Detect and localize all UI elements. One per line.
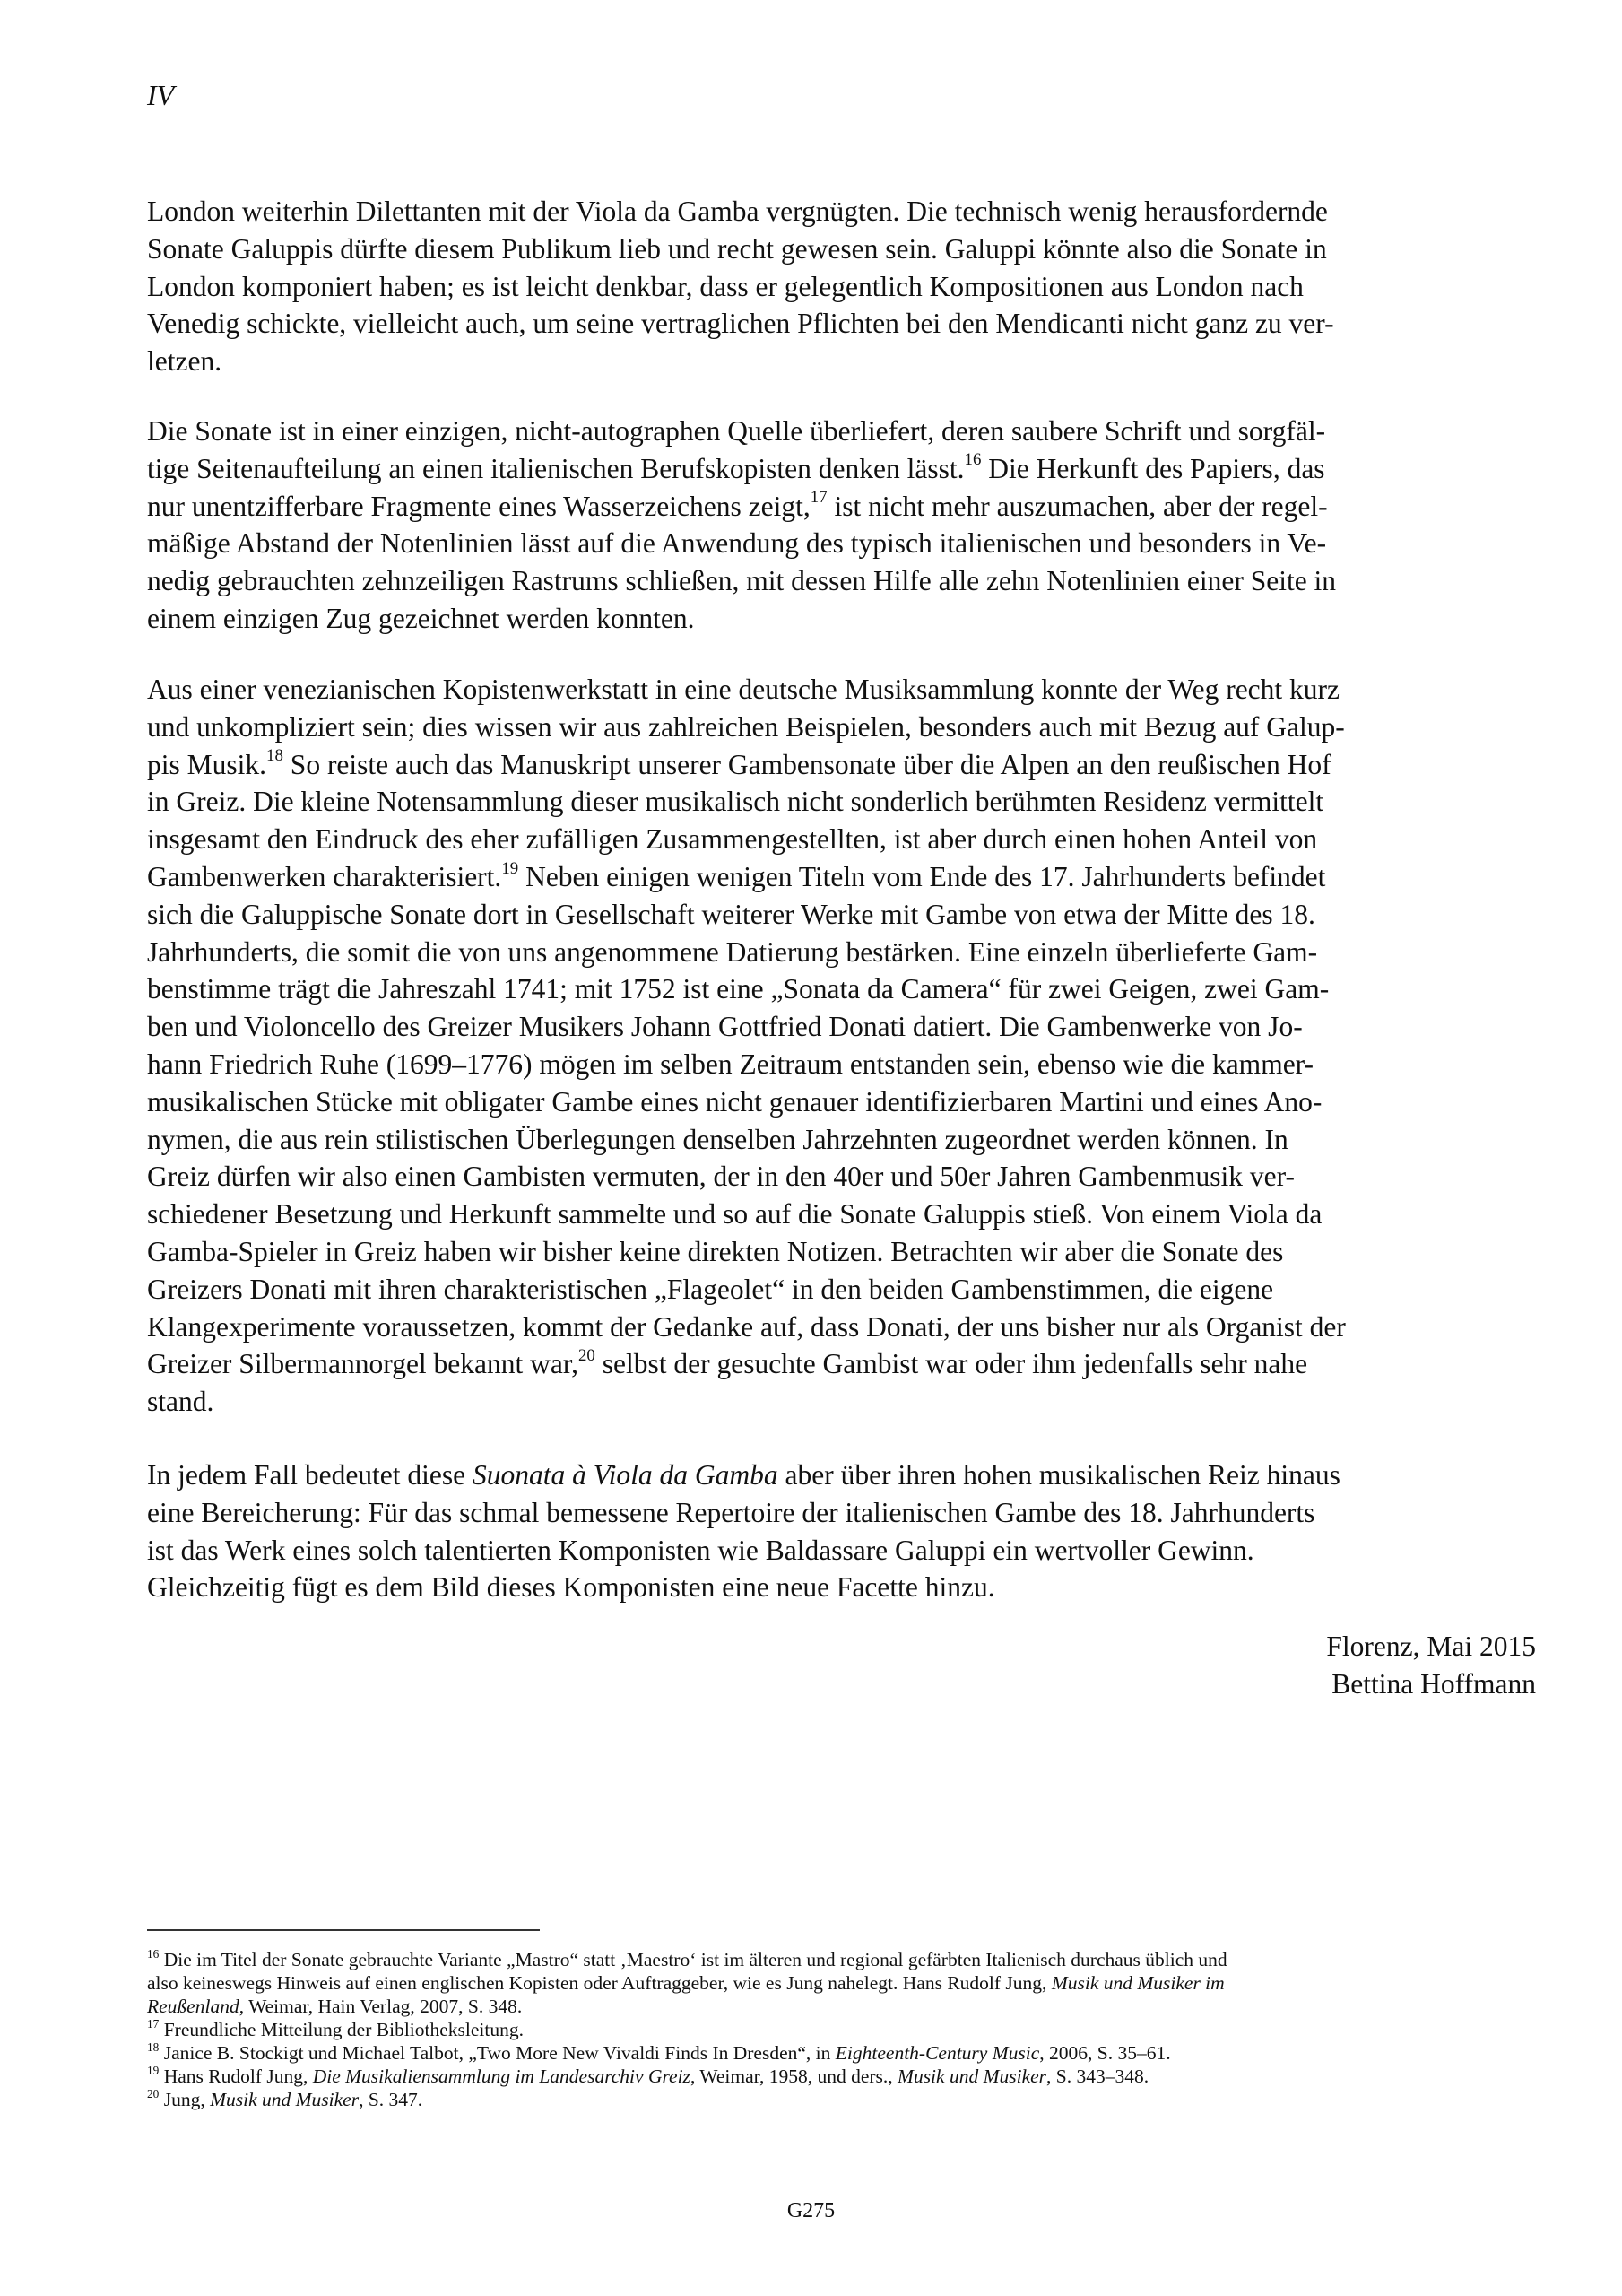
text-run: stand. bbox=[147, 1386, 214, 1418]
text-run: Freundliche Mitteilung der Bibliotheksleitung. bbox=[159, 2019, 524, 2040]
text-run: sich die Galuppische Sonate dort in Gesellschaft weiterer Werke mit Gambe von etwa der Mitte des 18. bbox=[147, 898, 1315, 930]
text-line bbox=[147, 1309, 1519, 1346]
footnote-line bbox=[147, 1948, 1528, 1971]
text-run: London weiterhin Dilettanten mit der Viola da Gamba vergnügten. Die technisch wenig herausfordernde bbox=[147, 196, 1328, 227]
text-line bbox=[147, 1532, 1519, 1570]
text-run: aber über ihren hohen musikalischen Reiz hinaus bbox=[777, 1459, 1340, 1491]
paragraph-3 bbox=[147, 671, 1519, 1421]
text-run: Aus einer venezianischen Kopistenwerkstatt in eine deutsche Musiksammlung konnte der Weg recht kurz bbox=[147, 674, 1340, 705]
text-run: Jung, bbox=[159, 2089, 211, 2110]
text-line bbox=[147, 1494, 1519, 1532]
text-line bbox=[147, 1121, 1519, 1159]
text-line bbox=[147, 305, 1519, 343]
text-run: Jahrhunderts, die somit die von uns angenommene Datierung bestärken. Eine einzeln überlieferte Gam- bbox=[147, 935, 1318, 968]
italic-title: Musik und Musiker im bbox=[1051, 1972, 1225, 1994]
italic-title: Reußenland bbox=[147, 1996, 239, 2017]
text-run: also keineswegs Hinweis auf einen englischen Kopisten oder Auftraggeber, wie es Jung nahelegt. Hans Rudolf Jung, bbox=[147, 1972, 1052, 1994]
text-line bbox=[147, 746, 1519, 784]
text-line bbox=[147, 896, 1519, 934]
text-run: Gamba-Spieler in Greiz haben wir bisher keine direkten Notizen. Betrachten wir aber die Sonate des bbox=[147, 1235, 1284, 1267]
signature-author: Bettina Hoffmann bbox=[1331, 1667, 1536, 1700]
footnotes bbox=[147, 1948, 1528, 2111]
paragraph-1 bbox=[147, 193, 1519, 380]
text-line bbox=[147, 934, 1519, 971]
footnote-line bbox=[147, 1995, 1528, 2018]
text-line bbox=[147, 970, 1519, 1008]
footnote-reference: 19 bbox=[501, 858, 519, 878]
text-line bbox=[147, 230, 1519, 268]
footnote-reference: 17 bbox=[810, 488, 828, 508]
footnote-reference: 19 bbox=[147, 2063, 160, 2077]
footnote-reference: 16 bbox=[964, 450, 982, 470]
text-run: benstimme trägt die Jahreszahl 1741; mit 1752 ist eine „Sonata da Camera“ für zwei Geigen, zwei Gam- bbox=[147, 973, 1330, 1005]
footnote-separator-rule bbox=[147, 1929, 540, 1931]
footnote-reference: 17 bbox=[147, 2016, 160, 2031]
text-line bbox=[147, 1008, 1519, 1046]
footnote-reference: 16 bbox=[147, 1946, 160, 1961]
text-run: tige Seitenaufteilung an einen italienischen Berufskopisten denken lässt. bbox=[147, 452, 965, 484]
text-line bbox=[147, 709, 1519, 746]
text-run: ben und Violoncello des Greizer Musikers Johann Gottfried Donati datiert. Die Gambenwerke von Jo- bbox=[147, 1011, 1303, 1043]
text-line bbox=[147, 413, 1519, 450]
text-line bbox=[147, 671, 1519, 709]
text-run: nedig gebrauchten zehnzeiligen Rastrums schließen, mit dessen Hilfe alle zehn Notenlinien einer Seite in bbox=[147, 565, 1337, 597]
paragraph-4 bbox=[147, 1457, 1519, 1606]
text-run: Gambenwerken charakterisiert. bbox=[147, 860, 502, 892]
text-run: eine Bereicherung: Für das schmal bemessene Repertoire der italienischen Gambe des 18. Jahrhunderts bbox=[147, 1496, 1315, 1528]
text-line bbox=[147, 1569, 1519, 1606]
text-run: in Greiz. Die kleine Notensammlung dieser musikalisch nicht sonderlich berühmten Residenz vermittelt bbox=[147, 786, 1324, 818]
text-run: nymen, die aus rein stilistischen Überlegungen denselben Jahrzehnten zugeordnet werden können. In bbox=[147, 1123, 1288, 1155]
text-run: Hans Rudolf Jung, bbox=[159, 2066, 313, 2087]
text-line bbox=[147, 193, 1519, 230]
text-line bbox=[147, 1345, 1519, 1383]
signature-block bbox=[1326, 1628, 1536, 1703]
text-line bbox=[147, 1233, 1519, 1271]
text-run: , 2006, S. 35–61. bbox=[1039, 2042, 1171, 2064]
text-run: Neben einigen wenigen Titeln vom Ende des 17. Jahrhunderts befindet bbox=[518, 860, 1326, 892]
text-run: Gleichzeitig fügt es dem Bild dieses Komponisten eine neue Facette hinzu. bbox=[147, 1571, 995, 1604]
footnote-line bbox=[147, 2065, 1528, 2088]
text-run: und unkompliziert sein; dies wissen wir aus zahlreichen Beispielen, besonders auch mit Bezug auf Galup- bbox=[147, 710, 1345, 743]
text-run: London komponiert haben; es ist leicht denkbar, dass er gelegentlich Kompositionen aus London nach bbox=[147, 270, 1304, 302]
text-line bbox=[147, 1457, 1519, 1494]
page-header-roman-numeral: IV bbox=[147, 79, 175, 111]
text-line bbox=[147, 1083, 1519, 1121]
italic-title: Eighteenth-Century Music bbox=[835, 2042, 1040, 2064]
paragraph-2 bbox=[147, 413, 1519, 638]
text-run: Janice B. Stockigt und Michael Talbot, „Two More New Vivaldi Finds In Dresden“, in bbox=[159, 2042, 836, 2064]
text-run: So reiste auch das Manuskript unserer Gambensonate über die Alpen an den reußischen Hof bbox=[282, 748, 1331, 780]
text-line bbox=[147, 1046, 1519, 1083]
text-line bbox=[147, 783, 1519, 821]
text-run: schiedener Besetzung und Herkunft sammelte und so auf die Sonate Galuppis stieß. Von einem Viola da bbox=[147, 1198, 1323, 1231]
text-line bbox=[147, 488, 1519, 526]
text-line bbox=[147, 1196, 1519, 1233]
text-run: In jedem Fall bedeutet diese bbox=[147, 1459, 473, 1491]
text-run: , Weimar, 1958, und ders., bbox=[690, 2066, 898, 2087]
text-run: hann Friedrich Ruhe (1699–1776) mögen im selben Zeitraum entstanden sein, ebenso wie die kammer- bbox=[147, 1048, 1314, 1080]
signature-place-date: Florenz, Mai 2015 bbox=[1326, 1631, 1536, 1662]
text-run: nur unentzifferbare Fragmente eines Wasserzeichens zeigt, bbox=[147, 490, 811, 522]
text-line bbox=[147, 343, 1519, 380]
text-run: Die Sonate ist in einer einzigen, nicht-autographen Quelle überliefert, deren saubere Schrift und sorgfäl- bbox=[147, 415, 1326, 447]
text-run: , S. 343–348. bbox=[1046, 2066, 1149, 2087]
text-run: pis Musik. bbox=[147, 748, 267, 780]
footnote-line bbox=[147, 2041, 1528, 2065]
text-run: insgesamt den Eindruck des eher zufälligen Zusammengestellten, ist aber durch einen hohen Anteil von bbox=[147, 823, 1318, 856]
text-run: , S. 347. bbox=[359, 2089, 423, 2110]
text-line bbox=[147, 821, 1519, 858]
text-run: Greizers Donati mit ihren charakteristischen „Flageolet“ in den beiden Gambenstimmen, die eigene bbox=[147, 1273, 1274, 1305]
text-line bbox=[147, 450, 1519, 488]
text-run: , Weimar, Hain Verlag, 2007, S. 348. bbox=[239, 1996, 523, 2017]
footnote-line bbox=[147, 2018, 1528, 2041]
text-run: Die Herkunft des Papiers, das bbox=[981, 452, 1325, 484]
text-line bbox=[147, 1271, 1519, 1309]
page-number: G275 bbox=[786, 2199, 836, 2222]
footnote-line bbox=[147, 1971, 1528, 1995]
footnote-reference: 20 bbox=[147, 2086, 160, 2100]
text-run: Greiz dürfen wir also einen Gambisten vermuten, der in den 40er und 50er Jahren Gambenmusik ver- bbox=[147, 1161, 1295, 1193]
footnote-reference: 18 bbox=[266, 746, 283, 766]
text-line bbox=[147, 525, 1519, 562]
text-line bbox=[147, 268, 1519, 306]
italic-title: Musik und Musiker bbox=[898, 2066, 1047, 2087]
text-run: Klangexperimente voraussetzen, kommt der Gedanke auf, dass Donati, der uns bisher nur als Organist der bbox=[147, 1310, 1346, 1343]
text-run: Venedig schickte, vielleicht auch, um seine vertraglichen Pflichten bei den Mendicanti nicht ganz zu ver- bbox=[147, 308, 1334, 340]
italic-title: Die Musikaliensammlung im Landesarchiv Greiz bbox=[312, 2066, 690, 2087]
text-line bbox=[147, 1158, 1519, 1196]
text-run: mäßige Abstand der Notenlinien lässt auf die Anwendung des typisch italienischen und besonders in Ve- bbox=[147, 527, 1327, 560]
footnote-reference: 20 bbox=[577, 1346, 595, 1366]
text-run: ist das Werk eines solch talentierten Komponisten wie Baldassare Galuppi ein wertvoller Gewinn. bbox=[147, 1534, 1254, 1566]
text-run: ist nicht mehr auszumachen, aber der regel- bbox=[827, 490, 1328, 522]
text-run: einem einzigen Zug gezeichnet werden konnten. bbox=[147, 602, 695, 634]
text-run: Sonate Galuppis dürfte diesem Publikum lieb und recht gewesen sein. Galuppi könnte also die Sonate in bbox=[147, 232, 1327, 265]
italic-title: Musik und Musiker bbox=[210, 2089, 360, 2110]
text-run: Die im Titel der Sonate gebrauchte Variante „Mastro“ statt ‚Maestro‘ ist im älteren und regional gefärbten Italienisch durchaus üblich und bbox=[159, 1949, 1227, 1970]
text-run: musikalischen Stücke mit obligater Gambe eines nicht genauer identifizierbaren Martini und eines Ano- bbox=[147, 1085, 1323, 1118]
text-line bbox=[147, 562, 1519, 600]
text-run: Greizer Silbermannorgel bekannt war, bbox=[147, 1348, 578, 1380]
text-run: letzen. bbox=[147, 345, 222, 378]
text-line bbox=[147, 858, 1519, 896]
italic-title: Suonata à Viola da Gamba bbox=[473, 1459, 778, 1491]
text-line bbox=[147, 1383, 1519, 1421]
footnote-line bbox=[147, 2088, 1528, 2111]
footnote-reference: 18 bbox=[147, 2039, 160, 2054]
text-run: selbst der gesuchte Gambist war oder ihm jedenfalls sehr nahe bbox=[594, 1348, 1308, 1380]
text-line bbox=[147, 600, 1519, 638]
